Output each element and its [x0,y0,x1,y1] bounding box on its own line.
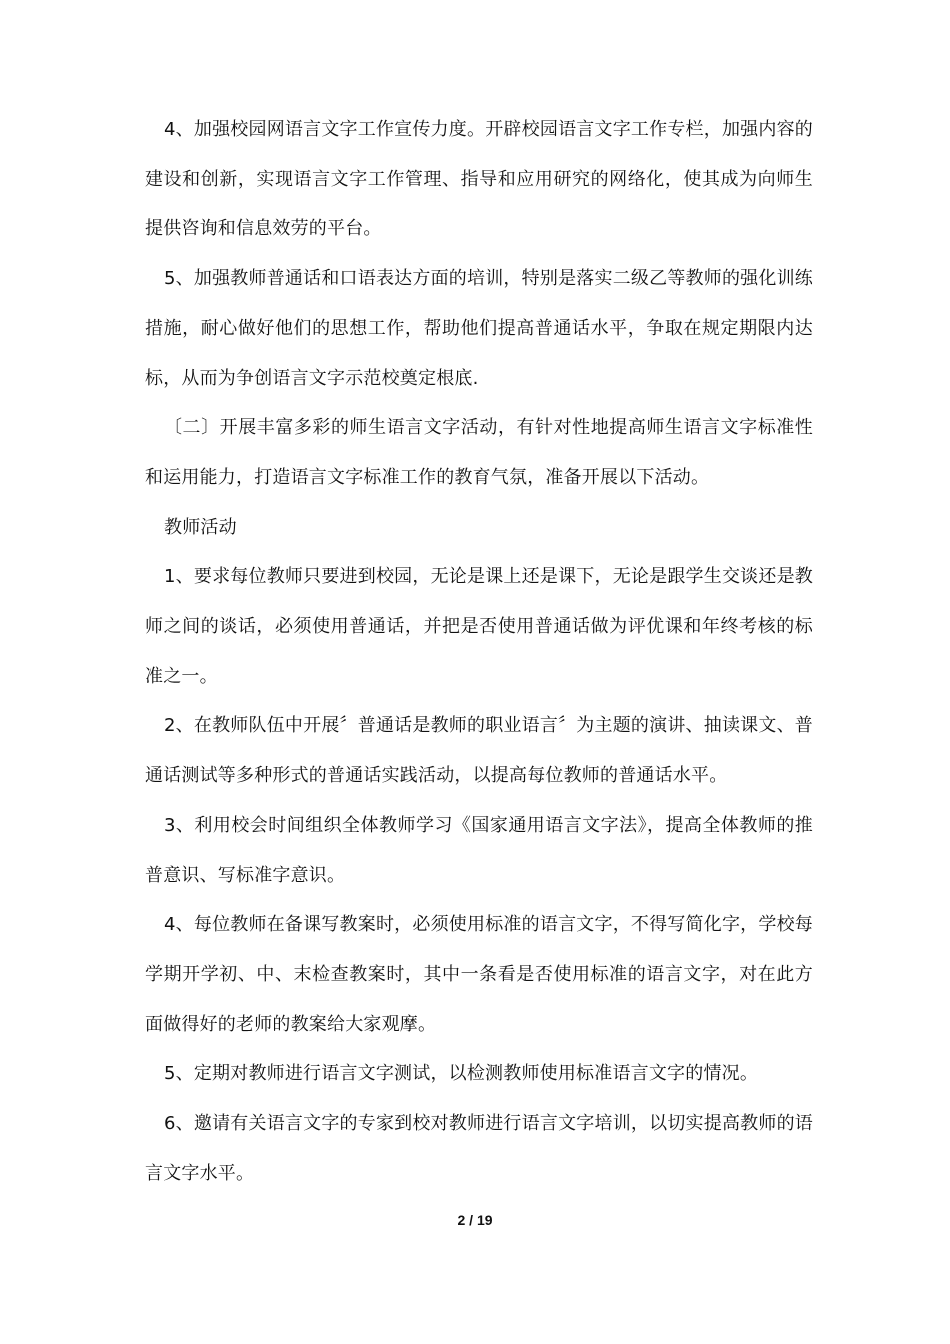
paragraph-item-1: 1、要求每位教师只要进到校园，无论是课上还是课下，无论是跟学生交谈还是教师之间的谈话，必须使用普通话，并把是否使用普通话做为评优课和年终考核的标准之一。 [145,566,813,687]
page-number: 2 / 19 [457,1212,493,1228]
paragraph-item-6: 6、邀请有关语言文字的专家到校对教师进行语言文字培训，以切实提高教师的语言文字水平。 [145,1113,813,1184]
paragraph-website-promotion: 4、加强校园网语言文字工作宣传力度。开辟校园语言文字工作专栏，加强内容的建设和创新，实现语言文字工作管理、指导和应用研究的网络化，使其成为向师生提供咨询和信息效劳的平台。 [145,119,813,240]
paragraph-item-5: 5、定期对教师进行语言文字测试，以检测教师使用标准语言文字的情况。 [164,1063,759,1085]
paragraph-mandarin-training: 5、加强教师普通话和口语表达方面的培训，特别是落实二级乙等教师的强化训练措施，耐心做好他们的思想工作，帮助他们提高普通话水平，争取在规定期限内达标，从而为争创语言文字示范校奠定根底. [145,268,813,389]
document-body [145,105,813,1198]
paragraph-item-4: 4、每位教师在备课写教案时，必须使用标准的语言文字，不得写简化字，学校每学期开学初、中、末检查教案时，其中一条看是否使用标准的语言文字，对在此方面做得好的老师的教案给大家观摩。 [145,914,813,1035]
paragraph-item-2: 2、在教师队伍中开展〞普通话是教师的职业语言〞为主题的演讲、抽读课文、普通话测试等多种形式的普通话实践活动，以提高每位教师的普通话水平。 [145,715,813,787]
paragraph-item-3: 3、利用校会时间组织全体教师学习《国家通用语言文字法》，提高全体教师的推普意识、写标准字意识。 [145,814,813,886]
section-heading-teacher-activities: 教师活动 [164,516,237,538]
paragraph-activities-intro: 〔二〕开展丰富多彩的师生语言文字活动，有针对性地提高师生语言文字标准性和运用能力，打造语言文字标准工作的教育气氛，准备开展以下活动。 [145,417,813,488]
